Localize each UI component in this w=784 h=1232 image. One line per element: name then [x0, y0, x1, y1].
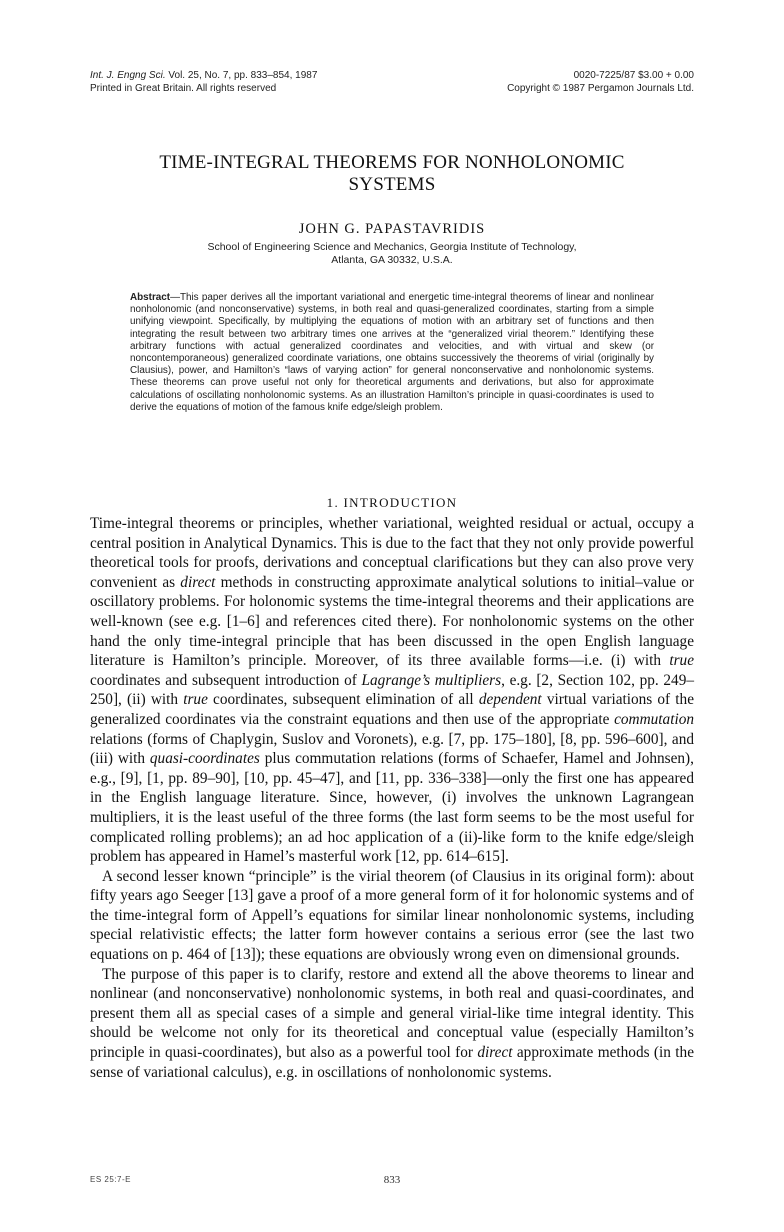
emphasis: true — [669, 652, 694, 670]
footer-code: ES 25:7-E — [90, 1175, 131, 1184]
abstract-text: —This paper derives all the important variational and energetic time-integral theorems of linear and nonlinear nonholonomic (and nonconservative) systems, in both real and quasi-generalized coordinates, starting from a simple unifying viewpoint. Specifically, by multiplying the equations of motion with an arbitrary set of functions and then integrating the result between two arbitrary times one arrives at the “generalized virial theorem.” Identifying these arbitrary functions with actual generalized coordinates and velocities, and with virtual and skew (or noncontemporaneous) generalized coordinate variations, one obtains successively the theorems of virial (originally by Clausius), power, and Hamilton’s “laws of varying action” for general nonconservative and nonholonomic systems. These theorems can prove useful not only for theoretical arguments and derivations, but also for approximate calculations of oscillating nonholonomic systems. As an illustration Hamilton’s principle in quasi-coordinates is used to derive the equations of motion of the famous knife edge/sleigh problem. — [130, 292, 654, 413]
affiliation-line-2: Atlanta, GA 30332, U.S.A. — [331, 254, 453, 266]
copyright-notice: Copyright © 1987 Pergamon Journals Ltd. — [507, 82, 694, 94]
emphasis: Lagrange’s multipliers — [361, 671, 502, 689]
affiliation-line-1: School of Engineering Science and Mechanics, Georgia Institute of Technology, — [207, 241, 577, 253]
title-line-1: TIME-INTEGRAL THEOREMS FOR NONHOLONOMIC — [159, 152, 625, 173]
text-run: approximate methods (in the sense of variational calculus), e.g. in oscillations of nonholonomic systems. — [90, 1044, 694, 1081]
emphasis: quasi-coordinates — [149, 750, 260, 768]
text-run: methods in constructing approximate analytical solutions to initial–value or oscillatory problems. For holonomic systems the time-integral theorems and their applications are well-known (see e.g. [1–6] and references cited there). For nonholonomic systems on the other hand the only time-integral principle that has been discussed in the open English language literature is Hamilton’s principle. Moreover, of its three available forms—i.e. (i) with — [90, 573, 694, 670]
journal-volume: Vol. 25, No. 7, pp. 833–854, 1987 — [168, 70, 318, 81]
emphasis: true — [183, 691, 208, 709]
printed-notice: Printed in Great Britain. All rights reserved — [90, 82, 277, 94]
text-run: relations (forms of Chaplygin, Suslov and Voronets), e.g. [7, pp. 175–180], [8, pp. 596–600], and (iii) with — [90, 730, 694, 768]
title-line-2: SYSTEMS — [348, 174, 436, 195]
journal-header-right — [507, 70, 694, 95]
paragraph-1 — [90, 514, 694, 867]
abstract — [130, 292, 654, 414]
emphasis: direct — [477, 1044, 513, 1062]
paragraph-3 — [90, 965, 694, 1083]
journal-name: Int. J. Engng Sci. — [90, 70, 166, 81]
text-run: plus commutation relations (forms of Schaefer, Hamel and Johnsen), e.g., [9], [1, pp. 89–90], [10, pp. 45–47], and [11, pp. 336–338]—only the first one has appeared in the English language literature. Since, however, (i) involves the unknown Lagrangean multipliers, it is the least useful of the three forms (the last form seems to be the most useful for complicated rolling problems); an ad hoc application of a (ii)-like form to the knife edge/sleigh problem has appeared in Hamel’s masterful work [12, pp. 614–615]. — [90, 750, 694, 866]
text-run: coordinates, subsequent elimination of all — [207, 691, 479, 709]
text-run: coordinates and subsequent introduction of — [90, 671, 362, 689]
paper-title — [80, 152, 704, 196]
abstract-label: Abstract — [130, 292, 171, 303]
emphasis: dependent — [478, 691, 542, 709]
author-name: JOHN G. PAPASTAVRIDIS — [298, 221, 486, 237]
emphasis: commutation — [614, 710, 694, 728]
text-run: virtual variations of the generalized coordinates via the constraint equations and then use of the appropriate — [90, 691, 694, 728]
author-affiliation — [120, 241, 664, 267]
introduction-body — [90, 514, 694, 1082]
text-run: Time-integral theorems or principles, whether variational, weighted residual or actual, occupy a central position in Analytical Dynamics. This is due to the fact that they not only provide powerful theoretical tools for proofs, derivations and conceptual clarifications but they can also prove very convenient as — [90, 515, 694, 591]
journal-citation-line — [90, 70, 317, 83]
journal-header-left — [90, 70, 317, 95]
issn-price: 0020-7225/87 $3.00 + 0.00 — [573, 70, 694, 81]
paragraph-2: A second lesser known “principle” is the virial theorem (of Clausius in its original form): about fifty years ago Seeger [13] gave a proof of a more general form of it for holonomic systems and of the time-integral form of Appell’s equations for similar linear nonholonomic systems, including special relativistic effects; the latter form however contains a serious error (see the last two equations on p. 464 of [13]); these equations are obviously wrong even on dimensional grounds. — [90, 867, 694, 964]
text-run: , e.g. [2, Section 102, pp. 249–250], (ii) with — [90, 671, 695, 709]
section-heading: 1. INTRODUCTION — [326, 495, 458, 510]
emphasis: direct — [180, 573, 216, 591]
page-number: 833 — [383, 1174, 401, 1186]
text-run: The purpose of this paper is to clarify, restore and extend all the above theorems to linear and nonlinear (and nonconservative) nonholonomic systems, in both real and quasi-coordinates, and present them all as special cases of a simple and general virial-like time integral identity. This should be welcome not only for its theoretical and conceptual value (especially Hamilton’s principle in quasi-coordinates), but also as a powerful tool for — [90, 965, 694, 1062]
